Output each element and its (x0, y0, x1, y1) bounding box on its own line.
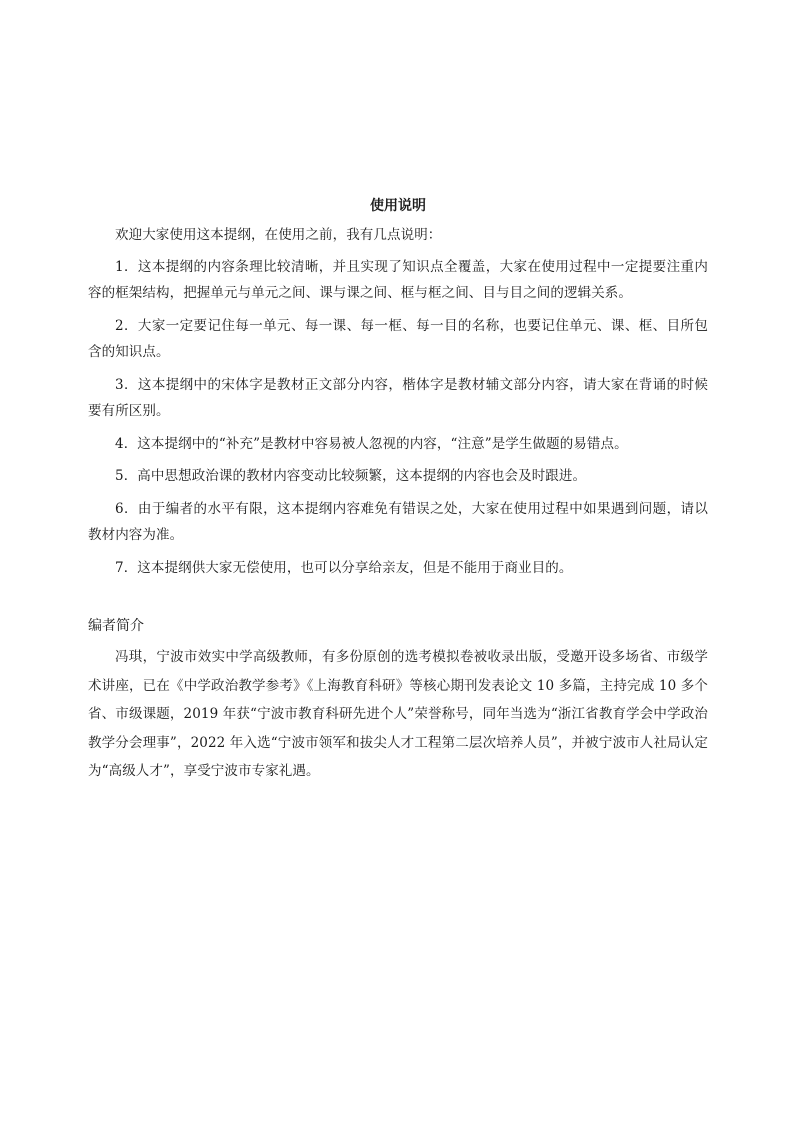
usage-item-3: 3．这本提纲中的宋体字是教材正文部分内容，楷体字是教材辅文部分内容，请大家在背诵的时候要有所区别。 (88, 376, 708, 419)
usage-title: 使用说明 (370, 198, 426, 214)
author-heading: 编者简介 (88, 618, 144, 634)
usage-item-7: 7．这本提纲供大家无偿使用，也可以分享给亲友，但是不能用于商业目的。 (115, 559, 573, 576)
usage-item-5: 5．高中思想政治课的教材内容变动比较频繁，这本提纲的内容也会及时跟进。 (115, 468, 587, 484)
document-content (88, 193, 708, 786)
usage-item-2: 2．大家一定要记住每一单元、每一课、每一框、每一目的名称，也要记住单元、课、框、目所包含的知识点。 (88, 317, 708, 360)
usage-item-6: 6．由于编者的水平有限，这本提纲内容难免有错误之处，大家在使用过程中如果遇到问题，请以教材内容为准。 (88, 500, 708, 543)
usage-item-4: 4．这本提纲中的“补充”是教材中容易被人忽视的内容，“注意”是学生做题的易错点。 (115, 435, 628, 452)
author-bio: 冯琪，宁波市效实中学高级教师，有多份原创的选考模拟卷被收录出版，受邀开设多场省、市级学术讲座，已在《中学政治教学参考》《上海教育科研》等核心期刊发表论文 10 多篇，主持完成 10 多个省、市级课题，2019 年获“宁波市教育科研先进个人”荣誉称号，同年当选为“浙江省教育学会中学政治教学分会理事”，2022 年入选“宁波市领军和拔尖人才工程第二层次培养人员”，并被宁波市人社局认定为“高级人才”，享受宁波市专家礼遇。 (88, 649, 708, 779)
usage-intro: 欢迎大家使用这本提纲，在使用之前，我有几点说明： (115, 227, 442, 243)
usage-item-1: 1．这本提纲的内容条理比较清晰，并且实现了知识点全覆盖，大家在使用过程中一定提要注重内容的框架结构，把握单元与单元之间、课与课之间、框与框之间、目与目之间的逻辑关系。 (88, 258, 708, 301)
